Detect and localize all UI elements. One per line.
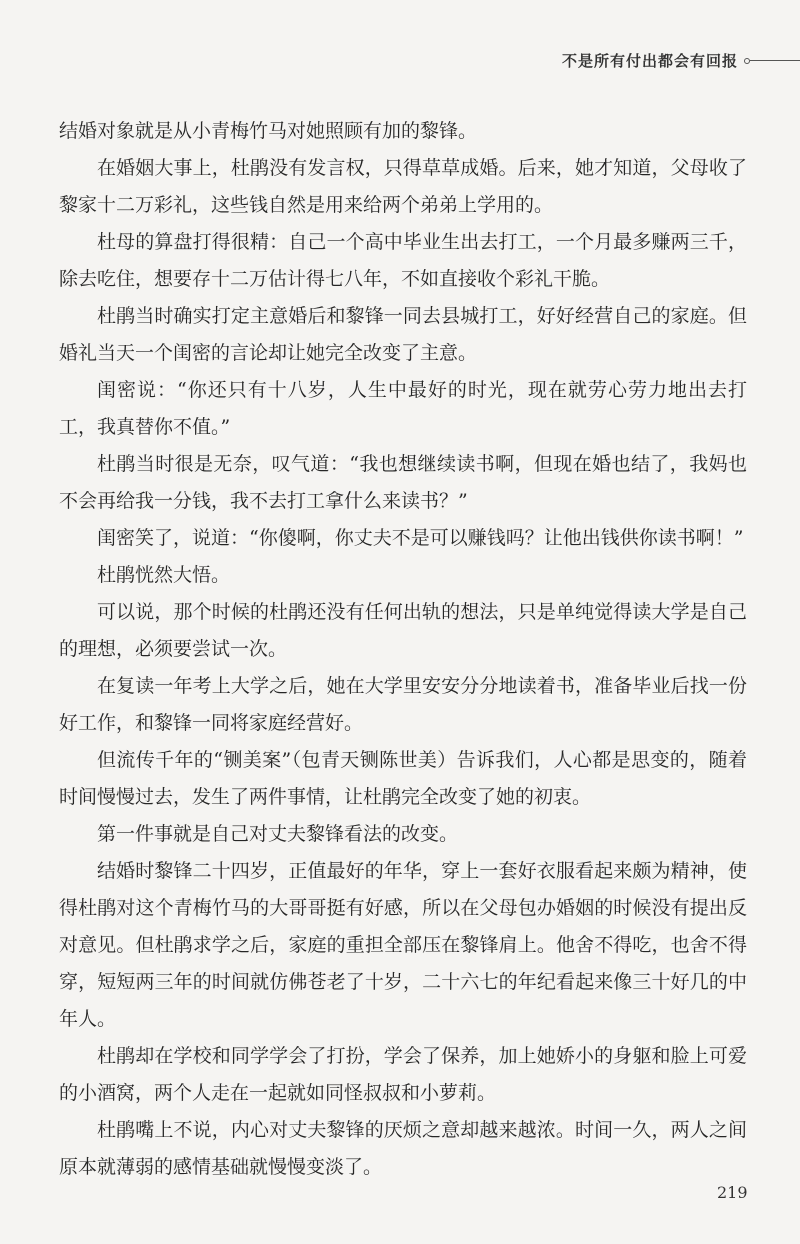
paragraph: 可以说，那个时候的杜鹃还没有任何出轨的想法，只是单纯觉得读大学是自己的理想，必须要尝试一次。 — [59, 601, 747, 660]
paragraph: 杜鹃当时确实打定主意婚后和黎锋一同去县城打工，好好经营自己的家庭。但婚礼当天一个闺密的言论却让她完全改变了主意。 — [59, 305, 747, 364]
paragraph: 结婚时黎锋二十四岁，正值最好的年华，穿上一套好衣服看起来颇为精神，使得杜鹃对这个青梅竹马的大哥哥挺有好感，所以在父母包办婚姻的时候没有提出反对意见。但杜鹃求学之后，家庭的重担全部压在黎锋肩上。他舍不得吃，也舍不得穿，短短两三年的时间就仿佛苍老了十岁，二十六七的年纪看起来像三十好几的中年人。 — [59, 860, 747, 1030]
paragraph: 在复读一年考上大学之后，她在大学里安安分分地读着书，准备毕业后找一份好工作，和黎锋一同将家庭经营好。 — [59, 675, 747, 734]
header-ornament — [744, 58, 800, 64]
paragraph: 杜鹃却在学校和同学学会了打扮，学会了保养，加上她娇小的身躯和脸上可爱的小酒窝，两个人走在一起就如同怪叔叔和小萝莉。 — [59, 1045, 747, 1104]
paragraph: 但流传千年的“铡美案”（包青天铡陈世美）告诉我们，人心都是思变的，随着时间慢慢过去，发生了两件事情，让杜鹃完全改变了她的初衷。 — [59, 749, 747, 808]
paragraph: 杜鹃当时很是无奈，叹气道：“我也想继续读书啊，但现在婚也结了，我妈也不会再给我一分钱，我不去打工拿什么来读书？” — [59, 453, 747, 512]
paragraph: 闺密说：“你还只有十八岁，人生中最好的时光，现在就劳心劳力地出去打工，我真替你不值。” — [59, 379, 747, 438]
ornament-line — [750, 60, 800, 61]
paragraph: 闺密笑了，说道：“你傻啊，你丈夫不是可以赚钱吗？让他出钱供你读书啊！” — [97, 527, 744, 549]
paragraph: 杜鹃嘴上不说，内心对丈夫黎锋的厌烦之意却越来越浓。时间一久，两人之间原本就薄弱的感情基础就慢慢变淡了。 — [59, 1119, 747, 1178]
page-number: 219 — [717, 1183, 748, 1202]
paragraph: 在婚姻大事上，杜鹃没有发言权，只得草草成婚。后来，她才知道，父母收了黎家十二万彩礼，这些钱自然是用来给两个弟弟上学用的。 — [59, 157, 747, 216]
paragraph: 杜鹃恍然大悟。 — [97, 564, 231, 586]
paragraph: 杜母的算盘打得很精：自己一个高中毕业生出去打工，一个月最多赚两三千，除去吃住，想要存十二万估计得七八年，不如直接收个彩礼干脆。 — [59, 231, 747, 290]
paragraph: 结婚对象就是从小青梅竹马对她照顾有加的黎锋。 — [59, 120, 478, 142]
running-title: 不是所有付出都会有回报 — [561, 52, 738, 70]
paragraph: 第一件事就是自己对丈夫黎锋看法的改变。 — [97, 823, 459, 845]
body-text — [59, 113, 747, 1186]
running-header — [562, 50, 800, 71]
